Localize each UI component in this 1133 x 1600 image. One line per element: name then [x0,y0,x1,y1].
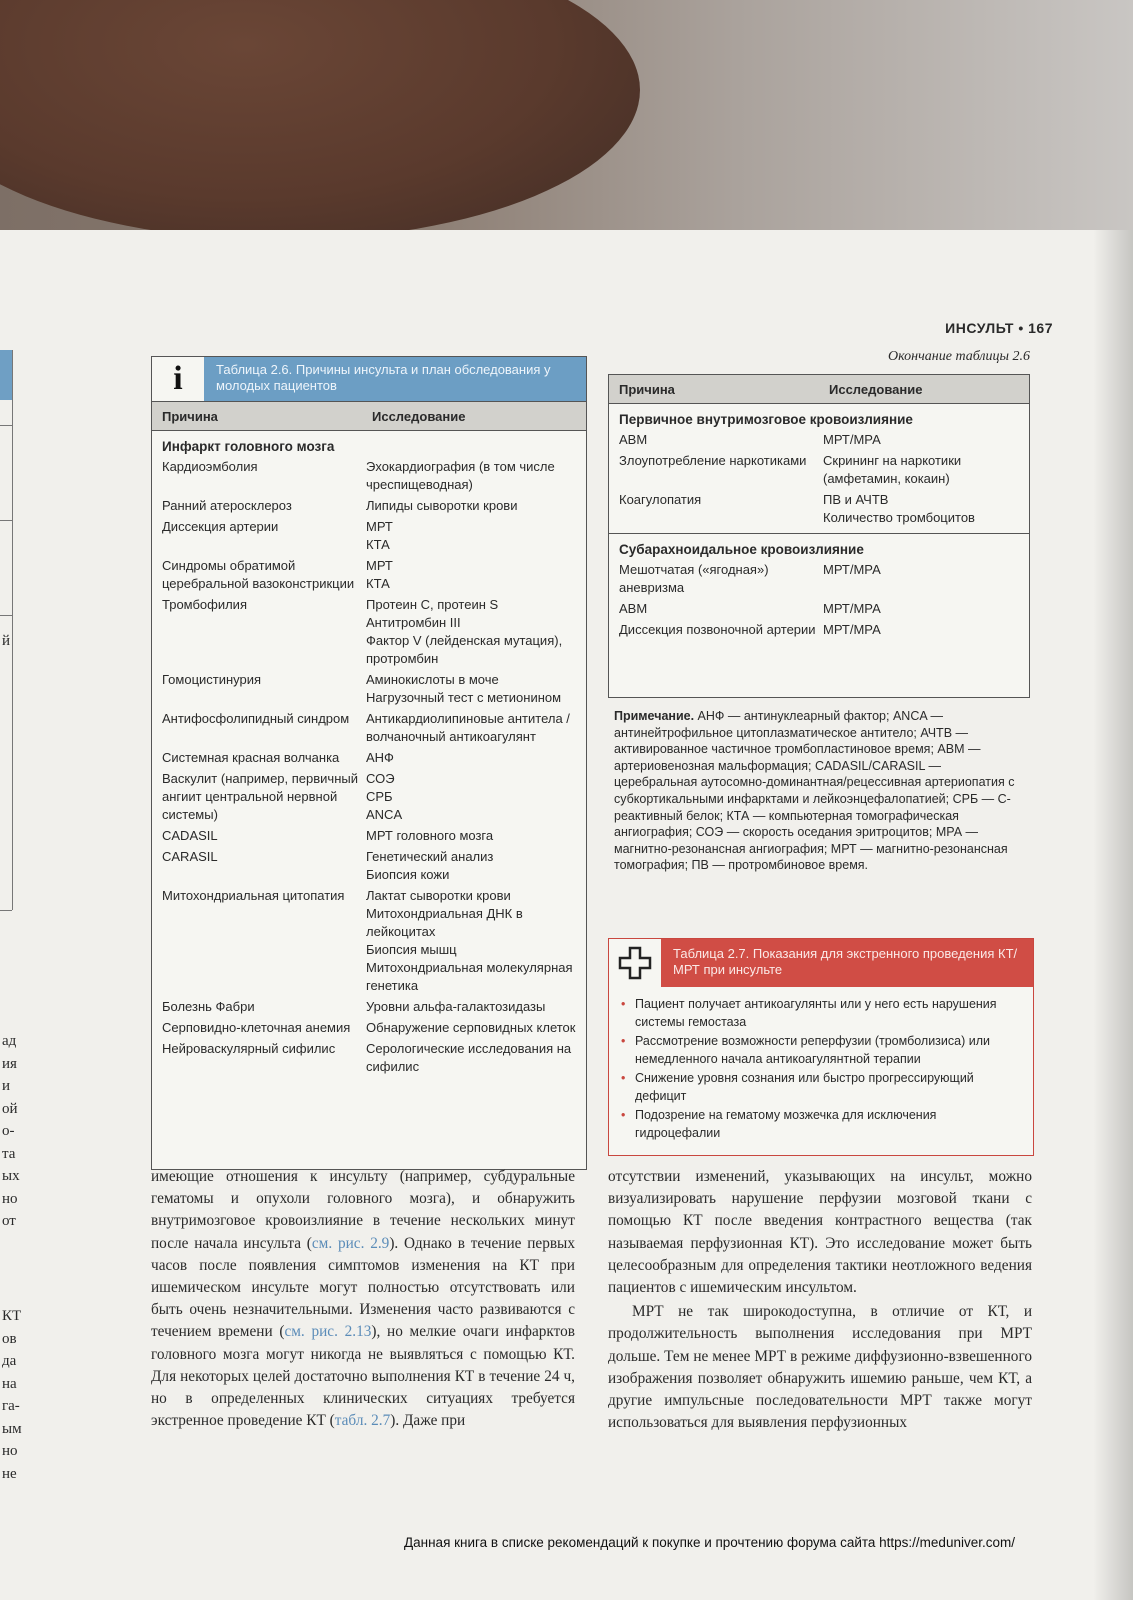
table-body [152,457,586,1078]
note-text: АНФ — антинуклеарный фактор; ANCA — антинейтрофильное цитоплазматическое антитело; АЧТВ — активированное частичное тромбопластиновое время; АВМ — артериовенозная мальформация; CADASIL/CARASIL — церебральная аутосомно-доминантная/рецессивная артериопатия с субкортикальными инфарктами и лейкоэнцефалопатией; СРБ — С-реактивный белок; КТА — компьютерная томографическая ангиография; СОЭ — скорость оседания эритроцитов; МРА — магнитно-резонансная ангиография; МРТ — магнитно-резонансная томография; ПВ — протромбиновое время. [614,709,1015,873]
test-cell: Генетический анализ Биопсия кожи [366,849,494,882]
table-caption: Таблица 2.7. Показания для экстренного проведения КТ/МРТ при инсульте [661,939,1033,987]
body-text: ). Даже при [390,1412,466,1430]
cause-cell: Злоупотребление наркотиками [619,453,807,468]
table-row [152,670,586,709]
body-text: имеющие отношения к инсульту (например, субдуральные гематомы и опухоли головного мозга), и обнаружить внутримозговое кровоизлияние в течение нескольких минут после начала инсульта ( [151,1168,575,1252]
fragment-line: ых [2,1168,20,1184]
cause-cell: Кардиоэмболия [162,459,258,474]
column-header-test: Исследование [829,381,923,397]
test-cell: МРТ/МРА [823,622,881,637]
table-row [152,496,586,517]
previous-page-column-fragments-2 [2,1305,22,1485]
fragment-line: ия [2,1055,17,1072]
table-link[interactable]: табл. 2.7 [334,1412,391,1430]
test-cell: Эхокардиография (в том числе чреспищеводная) [366,459,555,492]
list-item: • Подозрение на гематому мозжечка для исключения гидроцефалии [619,1106,1025,1142]
table-row [152,457,586,496]
fragment-line: на [2,1375,17,1392]
test-cell: Скрининг на наркотики (амфетамин, кокаин) [823,453,962,486]
body-text: ). Однако в течение первых часов после появления симптомов изменения на КТ при ишемическом инсульте могут полностью отсутствовать или быть очень незначительными. Изменения часто развиваются с течением времени ( [151,1234,575,1341]
previous-table-rule [0,910,12,911]
previous-table-rule [0,520,12,521]
column-headers [609,375,1029,404]
column-header-test: Исследование [372,408,466,424]
table-row [152,748,586,769]
table-row [152,1018,586,1039]
fragment-line: ым [2,1420,22,1437]
table-row [609,451,1029,490]
fragment-line: о- [2,1123,15,1139]
cause-cell: Тромбофилия [162,597,247,612]
column-header-cause: Причина [619,381,675,397]
cause-cell: Мешотчатая («ягодная») аневризма [619,562,769,595]
table-2-6-continuation [608,374,1030,698]
table-row [152,709,586,748]
test-cell: Липиды сыворотки крови [366,498,518,513]
test-cell: Аминокислоты в моче Нагрузочный тест с метионином [366,672,562,705]
table-row [152,826,586,847]
table-body-section-2 [609,560,1029,641]
medical-cross-icon [609,939,661,987]
test-cell: МРТ КТА [366,558,393,591]
cause-cell: CADASIL [162,828,218,843]
table-section-title: Субарахноидальное кровоизлияние [609,533,1029,560]
table-row [152,886,586,997]
cause-cell: Болезнь Фабри [162,999,255,1014]
table-row [152,595,586,670]
test-cell: СОЭ СРБ ANCA [366,771,403,822]
test-cell: Лактат сыворотки крови Митохондриальная ДНК в лейкоцитах Биопсия мышц Митохондриальная молекулярная генетика [366,888,573,993]
test-cell: МРТ КТА [366,519,393,552]
table-row [609,599,1029,620]
cause-cell: АВМ [619,432,648,447]
cause-cell: Митохондриальная цитопатия [162,888,345,903]
figure-link[interactable]: см. рис. 2.9 [311,1234,390,1252]
body-column-right [608,1166,1032,1434]
fragment-line: га- [2,1398,20,1414]
list-item: • Рассмотрение возможности реперфузии (тромболизиса) или немедленного начала антикоагулянтной терапии [619,1032,1025,1068]
test-cell: Уровни альфа-галактозидазы [366,999,546,1014]
figure-link[interactable]: см. рис. 2.13 [284,1323,372,1341]
running-header: ИНСУЛЬТ • 167 [945,320,1053,336]
fragment-line: та [2,1145,16,1162]
test-cell: ПВ и АЧТВ Количество тромбоцитов [823,492,975,525]
fragment-line: не [2,1465,17,1482]
column-headers [152,401,586,431]
fragment-line: да [2,1353,17,1369]
test-cell: Протеин С, протеин S Антитромбин III Фактор V (лейденская мутация), протромбин [366,597,563,666]
table-row [609,620,1029,641]
list-item: • Пациент получает антикоагулянты или у него есть нарушения системы гемостаза [619,995,1025,1031]
cause-cell: Коагулопатия [619,492,702,507]
previous-table-rule [0,425,12,426]
body-column-left [151,1166,575,1432]
table-section-title: Первичное внутримозговое кровоизлияние [619,412,913,427]
table-section-title: Инфаркт головного мозга [162,439,335,454]
table-header [609,939,1033,987]
table-row [609,490,1029,529]
test-cell: Антикардиолипиновые антитела / волчаночный антикоагулянт [366,711,570,744]
cause-cell: Синдромы обратимой церебральной вазоконстрикции [162,558,355,591]
table-body-section-1 [609,430,1029,529]
table-caption: Таблица 2.6. Причины инсульта и план обследования у молодых пациентов [204,357,586,401]
cause-cell: Гомоцистинурия [162,672,262,687]
paragraph: отсутствии изменений, указывающих на инсульт, можно визуализировать нарушение перфузии мозговой ткани с помощью КТ после введения контрастного вещества (так называемая перфузионная КТ). Это исследование может быть целесообразным для определения тактики неотложного ведения пациентов с ишемическим инсультом. [608,1168,1032,1297]
table-row [152,517,586,556]
table-header [152,357,586,401]
fragment-line: но [2,1443,18,1459]
table-row [609,430,1029,451]
fragment-line: КТ [2,1308,22,1324]
cause-cell: Антифосфолипидный синдром [162,711,350,726]
cause-cell: АВМ [619,601,648,616]
cause-cell: Диссекция позвоночной артерии [619,622,816,637]
test-cell: Серологические исследования на сифилис [366,1041,572,1074]
cause-cell: Васкулит (например, первичный ангиит центральной нервной системы) [162,771,358,822]
test-cell: МРТ/МРА [823,601,881,616]
cause-cell: CARASIL [162,849,218,864]
fragment-line: и [2,1078,11,1094]
test-cell: АНФ [366,750,394,765]
cause-cell: Ранний атеросклероз [162,498,292,513]
fragment-line: от [2,1213,16,1229]
fragment-line: й [2,633,11,649]
test-cell: Обнаружение серповидных клеток [366,1020,576,1035]
page-curl-shadow [1093,230,1133,1600]
table-row [609,560,1029,599]
info-icon: i [152,357,204,401]
previous-page-fragment [2,630,10,653]
test-cell: МРТ/МРА [823,432,881,447]
table-row [152,556,586,595]
table-2-6 [151,356,587,1170]
previous-page-column-fragments-1 [2,1030,20,1233]
table-row [152,1039,586,1078]
fragment-line: ой [2,1100,18,1117]
paragraph: МРТ не так широкодоступна, в отличие от КТ, и продолжительность выполнения исследования при МРТ дольше. Тем не менее МРТ в режиме диффузионно-взвешенного изображения позволяет обнаружить ишемию раньше, чем КТ, а другие импульсные последовательности МРТ также могут использоваться для выявления перфузионных [608,1303,1032,1432]
cause-cell: Серповидно-клеточная анемия [162,1020,351,1035]
test-cell: МРТ/МРА [823,562,881,577]
body-text: ), но мелкие очаги инфарктов головного мозга могут никогда не выявляться с помощью КТ. Для некоторых целей достаточно выполнения КТ в течение 24 ч, но в определенных клинических ситуациях требуется экстренное проведение КТ ( [151,1323,575,1430]
footer-note: Данная книга в списке рекомендаций к покупке и прочтению форума сайта https://meduniver.com/ [404,1535,1015,1550]
table-continuation-label: Окончание таблицы 2.6 [888,349,1030,364]
column-header-cause: Причина [162,408,218,424]
test-cell: МРТ головного мозга [366,828,494,843]
list-item: • Снижение уровня сознания или быстро прогрессирующий дефицит [619,1069,1025,1105]
cause-cell: Системная красная волчанка [162,750,340,765]
previous-table-band [0,350,12,400]
table-row [152,769,586,826]
note-label: Примечание. [614,709,695,723]
table-2-7 [608,938,1034,1156]
cause-cell: Нейроваскулярный сифилис [162,1041,336,1056]
table-row [152,997,586,1018]
fragment-line: ад [2,1033,17,1049]
cause-cell: Диссекция артерии [162,519,279,534]
fragment-line: ов [2,1330,17,1347]
indications-list [609,995,1033,1142]
previous-table-rule [0,615,12,616]
table-note [614,708,1026,874]
fragment-line: но [2,1190,18,1207]
table-row [152,847,586,886]
